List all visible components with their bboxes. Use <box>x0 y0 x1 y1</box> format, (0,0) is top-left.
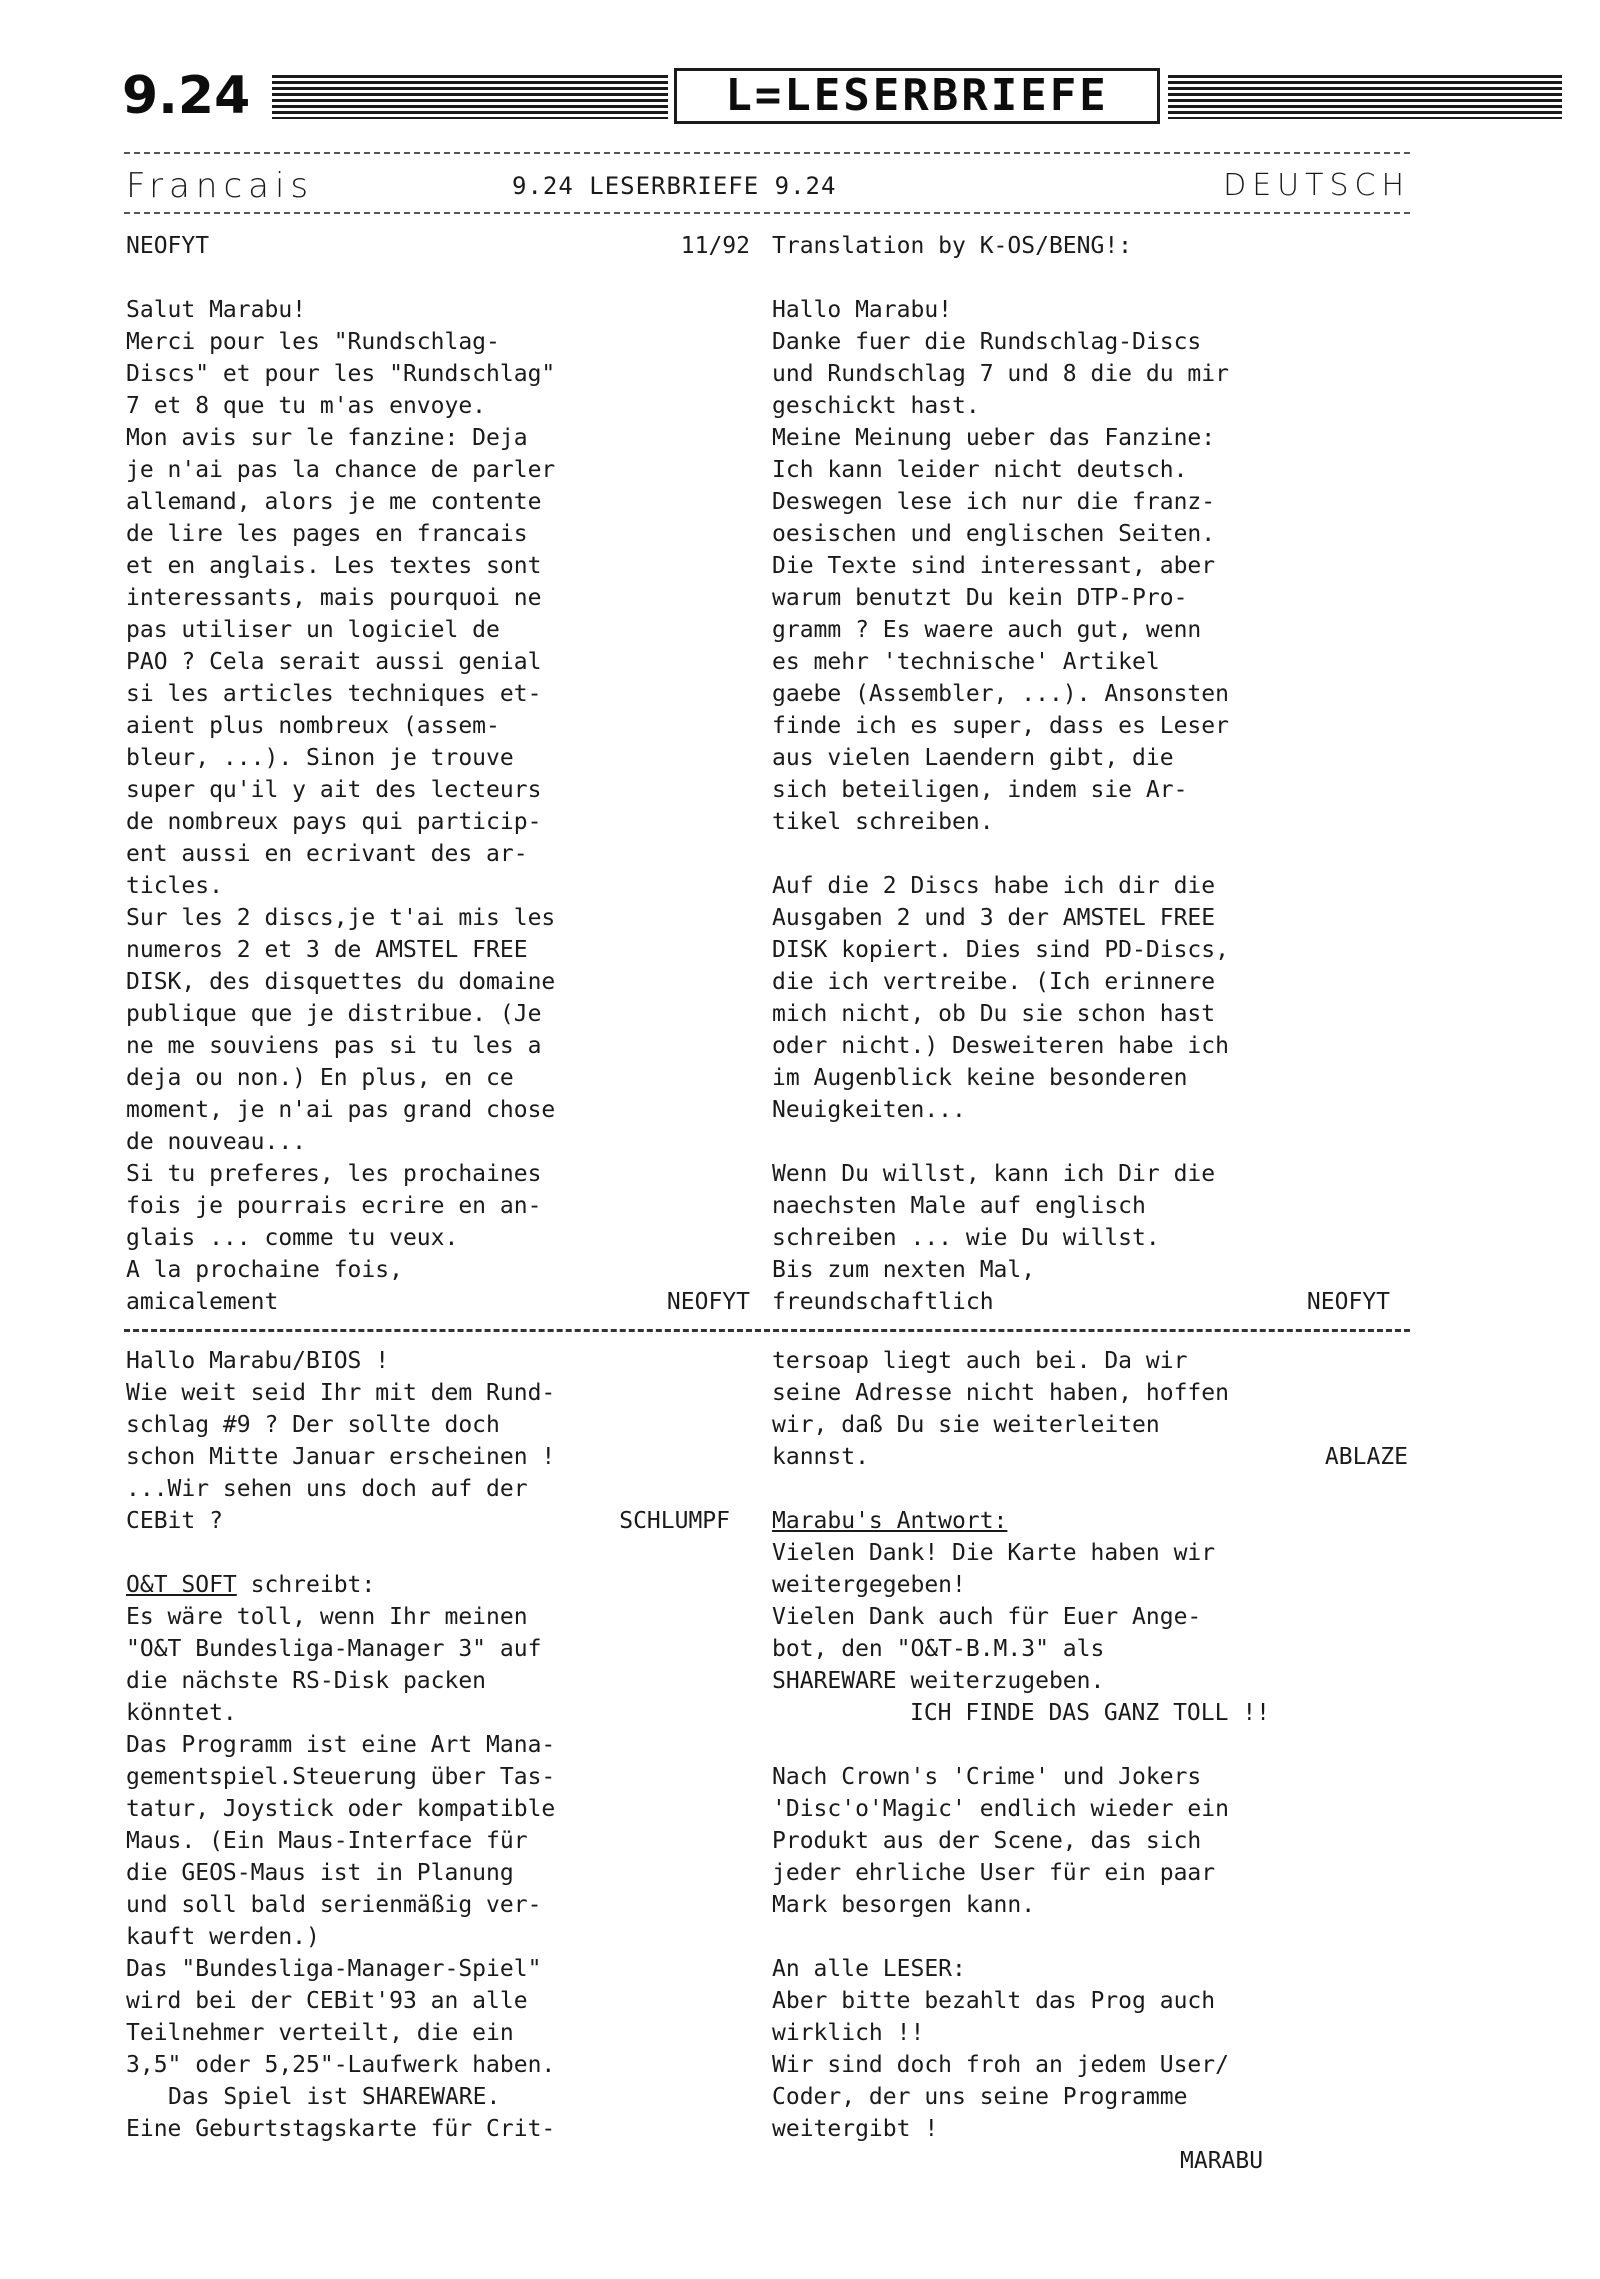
closing-row <box>126 1286 750 1318</box>
text-line: tatur, Joystick oder kompatible <box>126 1796 556 1822</box>
text-line: glais ... comme tu veux. <box>126 1225 459 1251</box>
text-line: Sur les 2 discs,je t'ai mis les <box>126 905 556 931</box>
last-line: Eine Geburtstagskarte für Crit- <box>126 2116 556 2142</box>
text-line: schon Mitte Januar erscheinen ! <box>126 1444 556 1470</box>
text-line: A la prochaine fois, <box>126 1257 403 1283</box>
text-line: fois je pourrais ecrire en an- <box>126 1193 542 1219</box>
text-line: bot, den "O&T-B.M.3" als <box>772 1636 1105 1662</box>
ot-letter <box>126 1601 730 2081</box>
text-line: moment, je n'ai pas grand chose <box>126 1097 556 1123</box>
masthead-stripes-right <box>1168 75 1562 119</box>
text-line: finde ich es super, dass es Leser <box>772 713 1229 739</box>
ablaze-letter <box>772 1345 1408 1441</box>
text-line: Neuigkeiten... <box>772 1097 966 1123</box>
blank-line <box>772 838 1408 870</box>
ot-heading-row <box>126 1569 730 1601</box>
letter-body <box>772 326 1408 838</box>
letter-body-3 <box>772 1158 1408 1286</box>
text-line: sich beteiligen, indem sie Ar- <box>772 777 1188 803</box>
text-line: Das "Bundesliga-Manager-Spiel" <box>126 1956 542 1982</box>
text-line: gementspiel.Steuerung über Tas- <box>126 1764 556 1790</box>
text-line: Vielen Dank! Die Karte haben wir <box>772 1540 1216 1566</box>
text-line: Mark besorgen kann. <box>772 1892 1036 1918</box>
ot-soft-heading: O&T SOFT <box>126 1572 237 1598</box>
text-line: je n'ai pas la chance de parler <box>126 457 556 483</box>
text-line: "O&T Bundesliga-Manager 3" auf <box>126 1636 542 1662</box>
text-line: Nach Crown's 'Crime' und Jokers <box>772 1764 1202 1790</box>
answer-heading: Marabu's Antwort: <box>772 1508 1008 1534</box>
text-line: allemand, alors je me contente <box>126 489 542 515</box>
letter-french-column <box>126 230 750 1318</box>
signature: NEOFYT <box>1306 1289 1390 1315</box>
text-line: die nächste RS-Disk packen <box>126 1668 487 1694</box>
text-line: deja ou non.) En plus, en ce <box>126 1065 514 1091</box>
text-line: geschickt hast. <box>772 393 980 419</box>
text-line: seine Adresse nicht haben, hoffen <box>772 1380 1229 1406</box>
text-line: weitergegeben! <box>772 1572 966 1598</box>
blank-line <box>126 262 750 294</box>
language-left: Francais <box>126 166 315 206</box>
text-line: ent aussi en ecrivant des ar- <box>126 841 528 867</box>
greeting: Salut Marabu! <box>126 297 307 323</box>
text-line: tikel schreiben. <box>772 809 994 835</box>
shareware-line: Das Spiel ist SHAREWARE. <box>168 2084 501 2110</box>
letters-left-column <box>126 1345 730 2145</box>
text-line: jeder ehrliche User für ein paar <box>772 1860 1216 1886</box>
text-line: Vielen Dank auch für Euer Ange- <box>772 1604 1202 1630</box>
text-line: Teilnehmer verteilt, die ein <box>126 2020 514 2046</box>
text-line: 'Disc'o'Magic' endlich wieder ein <box>772 1796 1229 1822</box>
masthead-stripes-left <box>272 75 668 119</box>
blank-line <box>772 1126 1408 1158</box>
crown-paragraph <box>772 1761 1408 1921</box>
text-line: Ausgaben 2 und 3 der AMSTEL FREE <box>772 905 1216 931</box>
text-line: ...Wir sehen uns doch auf der <box>126 1476 528 1502</box>
signature: MARABU <box>1180 2148 1264 2174</box>
closing: amicalement <box>126 1289 279 1315</box>
letter-body-2 <box>772 870 1408 1126</box>
issue-number: 9.24 <box>122 66 251 126</box>
text-line: und Rundschlag 7 und 8 die du mir <box>772 361 1229 387</box>
letter-date: 11/92 <box>680 233 750 259</box>
text-line: oesischen und englischen Seiten. <box>772 521 1216 547</box>
text-line: Si tu preferes, les prochaines <box>126 1161 542 1187</box>
text-line: DISK kopiert. Dies sind PD-Discs, <box>772 937 1229 963</box>
text-line: gaebe (Assembler, ...). Ansonsten <box>772 681 1229 707</box>
text-line: warum benutzt Du kein DTP-Pro- <box>772 585 1188 611</box>
text-line: Deswegen lese ich nur die franz- <box>772 489 1216 515</box>
text-line: DISK, des disquettes du domaine <box>126 969 556 995</box>
leser-paragraph <box>772 1985 1408 2145</box>
leser-heading: An alle LESER: <box>772 1956 966 1982</box>
text-line: Aber bitte bezahlt das Prog auch <box>772 1988 1216 2014</box>
schlumpf-letter <box>126 1345 730 1505</box>
text-line: super qu'il y ait des lecteurs <box>126 777 542 803</box>
text-line: wird bei der CEBit'93 an alle <box>126 1988 528 2014</box>
text-line: ne me souviens pas si tu les a <box>126 1033 542 1059</box>
blank-line <box>772 1473 1408 1505</box>
text-line: schlag #9 ? Der sollte doch <box>126 1412 500 1438</box>
text-line: ticles. <box>126 873 223 899</box>
text-line: Das Programm ist eine Art Mana- <box>126 1732 556 1758</box>
text-line: Ich kann leider nicht deutsch. <box>772 457 1188 483</box>
text-line: Danke fuer die Rundschlag-Discs <box>772 329 1202 355</box>
text-line: naechsten Male auf englisch <box>772 1193 1146 1219</box>
text-line: de nombreux pays qui particip- <box>126 809 542 835</box>
text-line: PAO ? Cela serait aussi genial <box>126 649 542 675</box>
text-line: Discs" et pour les "Rundschlag" <box>126 361 556 387</box>
text-line: mich nicht, ob Du sie schon hast <box>772 1001 1216 1027</box>
letters-right-column <box>772 1345 1408 2177</box>
text-line: Coder, der uns seine Programme <box>772 2084 1188 2110</box>
closing: freundschaftlich <box>772 1289 994 1315</box>
text-line: de nouveau... <box>126 1129 307 1155</box>
text-line: Es wäre toll, wenn Ihr meinen <box>126 1604 528 1630</box>
closing-row <box>772 1286 1408 1318</box>
answer-heading-row <box>772 1505 1408 1537</box>
signature: NEOFYT <box>666 1289 750 1315</box>
text-line: pas utiliser un logiciel de <box>126 617 500 643</box>
blank-line <box>772 1729 1408 1761</box>
text-line: könntet. <box>126 1700 237 1726</box>
text-line: 3,5" oder 5,25"-Laufwerk haben. <box>126 2052 556 2078</box>
text-line: Bis zum nexten Mal, <box>772 1257 1036 1283</box>
text-line: wir, daß Du sie weiterleiten <box>772 1412 1160 1438</box>
text-line: im Augenblick keine besonderen <box>772 1065 1188 1091</box>
text-line: tersoap liegt auch bei. Da wir <box>772 1348 1188 1374</box>
text-line: aus vielen Laendern gibt, die <box>772 745 1174 771</box>
text-line: gramm ? Es waere auch gut, wenn <box>772 617 1202 643</box>
text-line: weitergibt ! <box>772 2116 939 2142</box>
text-line: oder nicht.) Desweiteren habe ich <box>772 1033 1229 1059</box>
schlumpf-closing-row <box>126 1505 730 1537</box>
text-line: si les articles techniques et- <box>126 681 542 707</box>
text-line: schreiben ... wie Du willst. <box>772 1225 1160 1251</box>
section-title: L=LESERBRIEFE <box>674 68 1160 124</box>
text-line: Merci pour les "Rundschlag- <box>126 329 500 355</box>
signature: SCHLUMPF <box>619 1508 730 1534</box>
translation-note: Translation by K-OS/BENG!: <box>772 233 1133 259</box>
blank-line <box>126 1537 730 1569</box>
text-line: aient plus nombreux (assem- <box>126 713 500 739</box>
blank-line <box>772 262 1408 294</box>
text-line: Hallo Marabu/BIOS ! <box>126 1348 390 1374</box>
text-line: es mehr 'technische' Artikel <box>772 649 1160 675</box>
text-line: und soll bald serienmäßig ver- <box>126 1892 542 1918</box>
masthead <box>122 66 1562 126</box>
text-line: die GEOS-Maus ist in Planung <box>126 1860 514 1886</box>
text-line: Produkt aus der Scene, das sich <box>772 1828 1202 1854</box>
schlumpf-last-line: CEBit ? <box>126 1508 223 1534</box>
signature-row <box>772 2145 1408 2177</box>
text-line: wirklich !! <box>772 2020 925 2046</box>
divider-middle <box>124 1329 1410 1332</box>
text-line: bleur, ...). Sinon je trouve <box>126 745 514 771</box>
answer-emphasis: ICH FINDE DAS GANZ TOLL !! <box>909 1700 1271 1726</box>
text-line: die ich vertreibe. (Ich erinnere <box>772 969 1216 995</box>
text-line: Die Texte sind interessant, aber <box>772 553 1216 579</box>
text-line: Meine Meinung ueber das Fanzine: <box>772 425 1216 451</box>
letter-header-row <box>126 230 750 262</box>
blank-line <box>772 1921 1408 1953</box>
letter-author: NEOFYT <box>126 233 210 259</box>
ablaze-last-line: kannst. <box>772 1444 869 1470</box>
text-line: Wir sind doch froh an jedem User/ <box>772 2052 1229 2078</box>
text-line: kauft werden.) <box>126 1924 320 1950</box>
header-center: 9.24 LESERBRIEFE 9.24 <box>512 172 837 200</box>
ablaze-closing-row <box>772 1441 1408 1473</box>
text-line: de lire les pages en francais <box>126 521 528 547</box>
answer-body <box>772 1537 1408 1697</box>
text-line: SHAREWARE weiterzugeben. <box>772 1668 1105 1694</box>
text-line: interessants, mais pourquoi ne <box>126 585 542 611</box>
text-line: Wenn Du willst, kann ich Dir die <box>772 1161 1216 1187</box>
signature: ABLAZE <box>1324 1444 1408 1470</box>
text-line: Maus. (Ein Maus-Interface für <box>126 1828 528 1854</box>
language-right: DEUTSCH <box>1223 168 1410 203</box>
greeting: Hallo Marabu! <box>772 297 953 323</box>
ot-heading-rest: schreibt: <box>236 1572 376 1598</box>
letter-german-column <box>772 230 1408 1318</box>
divider-top <box>124 152 1410 154</box>
text-line: 7 et 8 que tu m'as envoye. <box>126 393 487 419</box>
text-line: publique que je distribue. (Je <box>126 1001 542 1027</box>
letter-body <box>126 326 750 1286</box>
text-line: numeros 2 et 3 de AMSTEL FREE <box>126 937 528 963</box>
text-line: et en anglais. Les textes sont <box>126 553 542 579</box>
divider-header <box>124 212 1410 214</box>
text-line: Auf die 2 Discs habe ich dir die <box>772 873 1216 899</box>
text-line: Mon avis sur le fanzine: Deja <box>126 425 528 451</box>
text-line: Wie weit seid Ihr mit dem Rund- <box>126 1380 556 1406</box>
